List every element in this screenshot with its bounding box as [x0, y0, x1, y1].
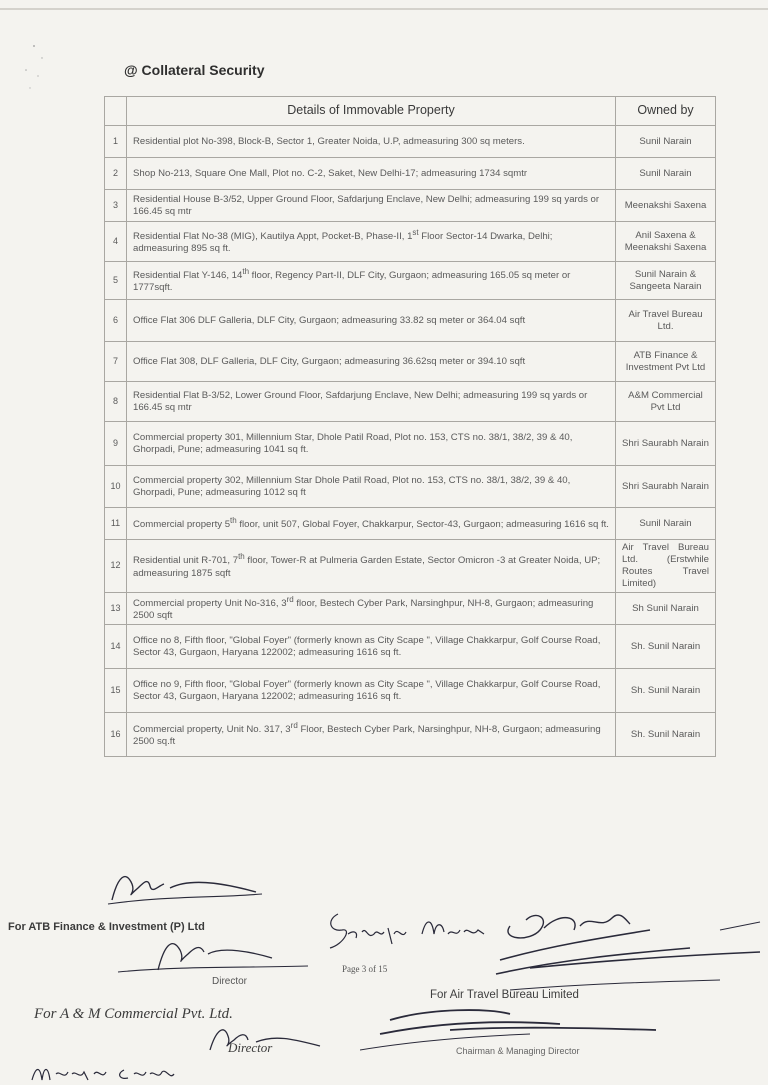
property-owner: ATB Finance & Investment Pvt Ltd [616, 342, 716, 382]
property-owner: Air Travel Bureau Ltd. (Erstwhile Routes Travel Limited) [616, 540, 716, 593]
property-owner: Sunil Narain & Sangeeta Narain [616, 262, 716, 300]
row-number: 14 [105, 625, 127, 669]
property-description: Commercial property 301, Millennium Star, Dhole Patil Road, Plot no. 153, CTS no. 38/1, 38/2, 39 & 40, Ghorpadi, Pune; admeasuring 1041 sq ft. [127, 422, 616, 466]
scan-top-edge [0, 8, 768, 10]
property-description: Commercial property Unit No-316, 3rd floor, Bestech Cyber Park, Narsinghpur, NH-8, Gurgaon; admeasuring 2500 sqft [127, 592, 616, 624]
row-number: 7 [105, 342, 127, 382]
table-row [105, 540, 716, 593]
property-owner: Meenakshi Saxena [616, 190, 716, 222]
table-row [105, 669, 716, 713]
property-owner: Shri Saurabh Narain [616, 422, 716, 466]
signature-initials-top [104, 866, 264, 908]
signature-atb-director [112, 926, 312, 978]
row-number: 3 [105, 190, 127, 222]
property-owner: Air Travel Bureau Ltd. [616, 300, 716, 342]
row-number: 4 [105, 222, 127, 262]
property-owner: Sunil Narain [616, 508, 716, 540]
table-row [105, 342, 716, 382]
property-owner: Sh Sunil Narain [616, 592, 716, 624]
signature-air-travel [470, 890, 768, 1000]
row-number: 5 [105, 262, 127, 300]
row-number: 1 [105, 126, 127, 158]
property-owner: Sh. Sunil Narain [616, 669, 716, 713]
table-row [105, 222, 716, 262]
signature-meenakshi-saxena [28, 1060, 198, 1085]
row-number: 8 [105, 382, 127, 422]
row-number: 16 [105, 713, 127, 757]
table-row [105, 713, 716, 757]
table-row [105, 158, 716, 190]
property-description: Residential Flat B-3/52, Lower Ground Floor, Safdarjung Enclave, New Delhi; admeasuring 199 sq yards or 166.45 sq mtr [127, 382, 616, 422]
row-number: 10 [105, 466, 127, 508]
property-description: Commercial property 5th floor, unit 507, Global Foyer, Chakkarpur, Sector-43, Gurgaon; admeasuring 1616 sq ft. [127, 508, 616, 540]
property-description: Residential House B-3/52, Upper Ground Floor, Safdarjung Enclave, New Delhi; admeasuring 199 sq yards or 166.45 sq mtr [127, 190, 616, 222]
property-description: Office Flat 308, DLF Galleria, DLF City, Gurgaon; admeasuring 36.62sq meter or 394.10 sqft [127, 342, 616, 382]
table-row [105, 625, 716, 669]
property-description: Residential Flat Y-146, 14th floor, Regency Part-II, DLF City, Gurgaon; admeasuring 165.05 sq meter or 1777sqft. [127, 262, 616, 300]
property-owner: Shri Saurabh Narain [616, 466, 716, 508]
table-header-row [105, 97, 716, 126]
property-description: Residential plot No-398, Block-B, Sector 1, Greater Noida, U.P, admeasuring 300 sq meters. [127, 126, 616, 158]
property-owner: A&M Commercial Pvt Ltd [616, 382, 716, 422]
property-owner: Anil Saxena & Meenakshi Saxena [616, 222, 716, 262]
air-travel-label: For Air Travel Bureau Limited [430, 989, 579, 1001]
property-description: Office Flat 306 DLF Galleria, DLF City, Gurgaon; admeasuring 33.82 sq meter or 364.04 sqft [127, 300, 616, 342]
header-details: Details of Immovable Property [127, 97, 616, 126]
property-description: Commercial property, Unit No. 317, 3rd Floor, Bestech Cyber Park, Narsinghpur, NH-8, Gurgaon; admeasuring 2500 sq.ft [127, 713, 616, 757]
table-row [105, 466, 716, 508]
property-description: Residential unit R-701, 7th floor, Tower-R at Pulmeria Garden Estate, Sector Omicron -3 at Greater Noida, UP; admeasuring 1875 sqft [127, 540, 616, 593]
am-director-label: Director [228, 1040, 273, 1055]
header-owner: Owned by [616, 97, 716, 126]
property-owner: Sunil Narain [616, 158, 716, 190]
row-number: 11 [105, 508, 127, 540]
table-row [105, 300, 716, 342]
scan-specks [20, 40, 60, 100]
property-owner: Sh. Sunil Narain [616, 625, 716, 669]
property-owner: Sunil Narain [616, 126, 716, 158]
property-owner: Sh. Sunil Narain [616, 713, 716, 757]
atb-signature-label: For ATB Finance & Investment (P) Ltd [8, 921, 205, 933]
am-commercial-label: For A & M Commercial Pvt. Ltd. [34, 1006, 233, 1022]
table-row [105, 422, 716, 466]
row-number: 2 [105, 158, 127, 190]
table-row [105, 190, 716, 222]
section-heading: @ Collateral Security [124, 62, 265, 78]
header-number-cell [105, 97, 127, 126]
row-number: 6 [105, 300, 127, 342]
property-description: Office no 9, Fifth floor, "Global Foyer" (formerly known as City Scape ", Village Chakkarpur, Golf Course Road, Sector 43, Gurgaon, Haryana 122002; admeasuring 1616 sq ft. [127, 669, 616, 713]
row-number: 15 [105, 669, 127, 713]
table-row [105, 262, 716, 300]
signature-chairman [360, 1000, 660, 1052]
table-row [105, 508, 716, 540]
property-description: Office no 8, Fifth floor, "Global Foyer" (formerly known as City Scape ", Village Chakkarpur, Golf Course Road, Sector 43, Gurgaon, Haryana 122002; admeasuring 1616 sq ft. [127, 625, 616, 669]
page-number: Page 3 of 15 [342, 964, 388, 974]
property-description: Residential Flat No-38 (MIG), Kautilya Appt, Pocket-B, Phase-II, 1st Floor Sector-14 Dwarka, Delhi; admeasuring 895 sq ft. [127, 222, 616, 262]
property-description: Commercial property 302, Millennium Star Dhole Patil Road, Plot no. 153, CTS no. 38/1, 38/2, 39 & 40, Ghorpadi, Pune; admeasuring 1012 sq ft [127, 466, 616, 508]
table-row [105, 592, 716, 624]
row-number: 9 [105, 422, 127, 466]
table-row [105, 126, 716, 158]
row-number: 13 [105, 592, 127, 624]
property-description: Shop No-213, Square One Mall, Plot no. C-2, Saket, New Delhi-17; admeasuring 1734 sqmtr [127, 158, 616, 190]
atb-director-label: Director [212, 976, 248, 987]
chairman-label: Chairman & Managing Director [456, 1046, 580, 1056]
table-row [105, 382, 716, 422]
row-number: 12 [105, 540, 127, 593]
property-table [104, 96, 716, 757]
